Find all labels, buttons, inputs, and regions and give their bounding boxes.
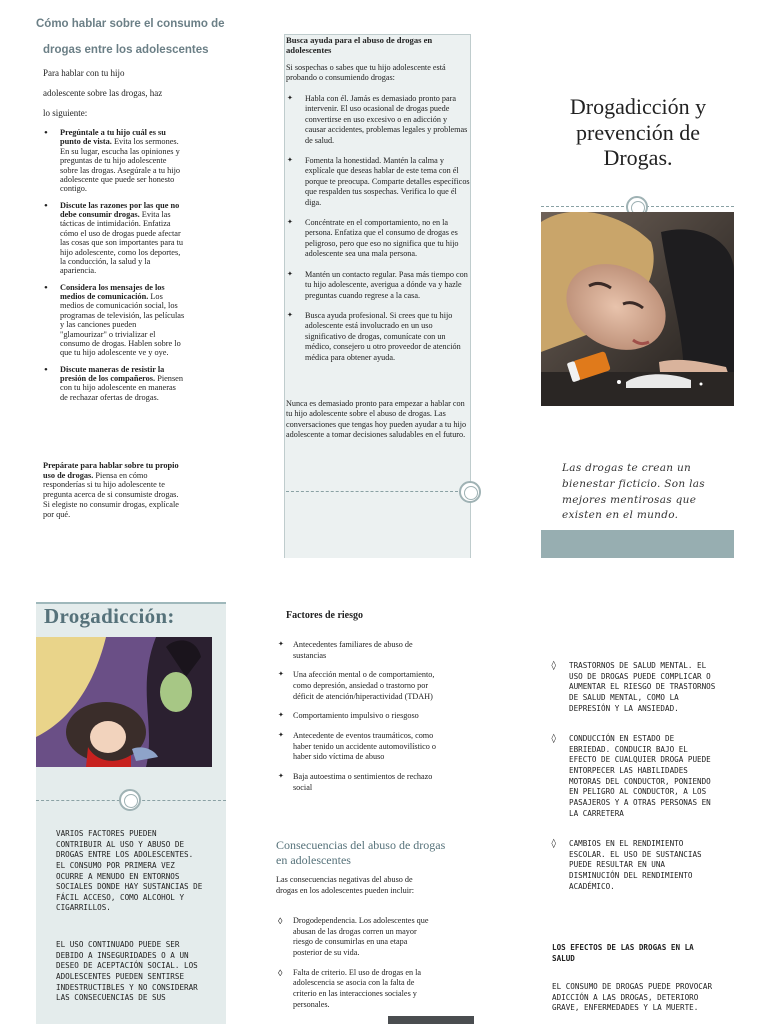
cover-title: Drogadicción y prevención de Drogas.	[569, 94, 707, 171]
cover-photo	[541, 212, 734, 406]
effect-item: ◊ CONDUCCIÓN EN ESTADO DE EBRIEDAD. CONDUCIR BAJO EL EFECTO DE CUALQUIER DROGA PUEDE ENTORPECER LAS HABILIDADES MOTORAS DEL CONDUCTOR, PONIENDO EN PELIGRO AL CONDUCTOR, A LOS PASAJEROS Y A OTRAS PERSONAS EN LA CARRETERA	[551, 734, 716, 819]
panel1-intro-line3: lo siguiente:	[43, 108, 88, 118]
help-item: ✦ Concéntrate en el comportamiento, no en la persona. Enfatiza que el consumo de drogas es peligroso, pero que eso no significa que tu hijo adolescente sea una mala persona.	[286, 218, 470, 260]
help-item: ✦ Fomenta la honestidad. Mantén la calma y explícale que deseas hablar de este tema con él porque te preocupa. Comparte detalles específicos que respalden tus sospechas. Verifica lo que él diga.	[286, 156, 470, 208]
help-item: ✦ Mantén un contacto regular. Pasa más tiempo con tu hijo adolescente, averigua a dónde va y hazle preguntas cuando regrese a la casa.	[286, 270, 470, 301]
panel1-title-line2: drogas entre los adolescentes	[43, 44, 209, 56]
consequences-intro: Las consecuencias negativas del abuso de drogas en los adolescentes pueden incluir:	[276, 875, 415, 895]
help-item: ✦ Busca ayuda profesional. Si crees que tu hijo adolescente está involucrado en un uso significativo de drogas, comunícate con un médico, consejero u otro proveedor de atención médica para obtener ayuda.	[286, 311, 470, 363]
consequences-heading: Consecuencias del abuso de drogas en adolescentes	[276, 838, 446, 867]
tip-item: • Discute las razones por las que no debe consumir drogas. Evita las tácticas de intimidación. Enfatiza cómo el uso de drogas puede afectar las cosas que son importantes para tu hijo adolescente, como los deportes, la conducción, la salud y la apariencia.	[43, 201, 185, 276]
consequences-list	[278, 916, 438, 1019]
panel1-tips-list	[43, 128, 185, 409]
panel1-intro-line1: Para hablar con tu hijo	[43, 68, 125, 78]
panel1-prepare-paragraph: Prepárate para hablar sobre tu propio uso de drogas. Piensa en cómo responderías si tu hijo adolescente te pregunta acerca de si consumiste drogas. Si elegiste no consumir drogas, explícale por qué.	[43, 461, 179, 519]
cover-quote: Las drogas te crean un bienestar ficticio. Son las mejores mentirosas que existen en el mundo.	[562, 462, 705, 522]
tip-item: • Pregúntale a tu hijo cuál es su punto de vista. Evita los sermones. En su lugar, escucha las opiniones y preguntas de tu hijo adolescente sobre las drogas. Asegúrale a tu hijo adolescente que puede ser honesto contigo.	[43, 128, 185, 194]
help-intro: Si sospechas o sabes que tu hijo adolescente está probando o consumiendo drogas:	[286, 63, 446, 82]
bottom-photo-edge	[388, 1016, 474, 1024]
drogadiccion-paragraph2: EL USO CONTINUADO PUEDE SER DEBIDO A INSEGURIDADES O A UN DESEO DE ACEPTACIÓN SOCIAL. LOS ADOLESCENTES PUEDEN SENTIRSE INDESTRUCTIBLES Y NO CONSIDERAR LAS CONSECUENCIAS DE SUS	[56, 940, 198, 1003]
effects-list	[551, 661, 716, 912]
effect-item: ◊ TRASTORNOS DE SALUD MENTAL. EL USO DE DROGAS PUEDE COMPLICAR O AUMENTAR EL RIESGO DE TRASTORNOS DE SALUD MENTAL, COMO LA DEPRESIÓN Y LA ANSIEDAD.	[551, 661, 716, 714]
consequence-item: ◊ Falta de criterio. El uso de drogas en la adolescencia se asocia con la falta de criterio en las interacciones sociales y personales.	[278, 968, 438, 1011]
help-item: ✦ Habla con él. Jamás es demasiado pronto para intervenir. El uso ocasional de drogas puede convertirse en uso excesivo o en adicción y causar accidentes, problemas legales y problemas de salud.	[286, 94, 470, 146]
panel1-title-line1: Cómo hablar sobre el consumo de	[36, 18, 225, 30]
health-effects-text: EL CONSUMO DE DROGAS PUEDE PROVOCAR ADICCIÓN A LAS DROGAS, DETERIORO GRAVE, ENFERMEDADES Y LA MUERTE.	[552, 982, 713, 1013]
risk-item: ✦ Antecedentes familiares de abuso de sustancias	[278, 640, 438, 661]
help-heading: Busca ayuda para el abuso de drogas en adolescentes	[286, 35, 433, 55]
drogadiccion-title: Drogadicción:	[44, 604, 175, 628]
panel1-intro-line2: adolescente sobre las drogas, haz	[43, 88, 163, 98]
help-list	[286, 94, 470, 373]
risk-list	[278, 640, 438, 802]
risk-item: ✦ Antecedente de eventos traumáticos, como haber tenido un accidente automovilístico o haber sido víctima de abuso	[278, 731, 438, 763]
tip-item: • Considera los mensajes de los medios de comunicación. Los medios de comunicación social, los programas de televisión, las películas y las canciones pueden "glamourizar" o trivializar el consumo de drogas. Hablen sobre lo que tu hijo adolescente ve y oye.	[43, 283, 185, 358]
risk-item: ✦ Baja autoestima o sentimientos de rechazo social	[278, 772, 438, 793]
tip-item: • Discute maneras de resistir la presión de los compañeros. Piensen con tu hijo adolescente en maneras de rechazar ofertas de drogas.	[43, 365, 185, 403]
cover-band	[541, 530, 734, 558]
help-outro: Nunca es demasiado pronto para empezar a hablar con tu hijo adolescente sobre el abuso de drogas. Las conversaciones que tengas hoy pueden ayudar a tu hijo adolescente a tomar decisiones saludables en el futuro.	[286, 399, 467, 440]
consequence-item: ◊ Drogodependencia. Los adolescentes que abusan de las drogas corren un mayor riesgo de consumirlas en una etapa posterior de su vida.	[278, 916, 438, 959]
ring-ornament	[459, 481, 481, 503]
divider-line	[286, 491, 458, 492]
cartoon-image	[36, 637, 212, 767]
risk-item: ✦ Comportamiento impulsivo o riesgoso	[278, 711, 438, 722]
effect-item: ◊ CAMBIOS EN EL RENDIMIENTO ESCOLAR. EL USO DE SUSTANCIAS PUEDE RESULTAR EN UNA DISMINUCIÓN DEL RENDIMIENTO ACADÉMICO.	[551, 839, 716, 892]
health-effects-heading: LOS EFECTOS DE LAS DROGAS EN LA SALUD	[552, 943, 694, 963]
drogadiccion-paragraph1: VARIOS FACTORES PUEDEN CONTRIBUIR AL USO Y ABUSO DE DROGAS ENTRE LOS ADOLESCENTES. EL CONSUMO POR PRIMERA VEZ OCURRE A MENUDO EN ENTORNOS SOCIALES DONDE HAY SUSTANCIAS DE FÁCIL ACCESO, COMO ALCOHOL Y CIGARRILLOS.	[56, 829, 203, 913]
risk-item: ✦ Una afección mental o de comportamiento, como depresión, ansiedad o trastorno por déficit de atención/hiperactividad (TDAH)	[278, 670, 438, 702]
ring-ornament	[119, 789, 141, 811]
risk-heading: Factores de riesgo	[286, 610, 364, 621]
